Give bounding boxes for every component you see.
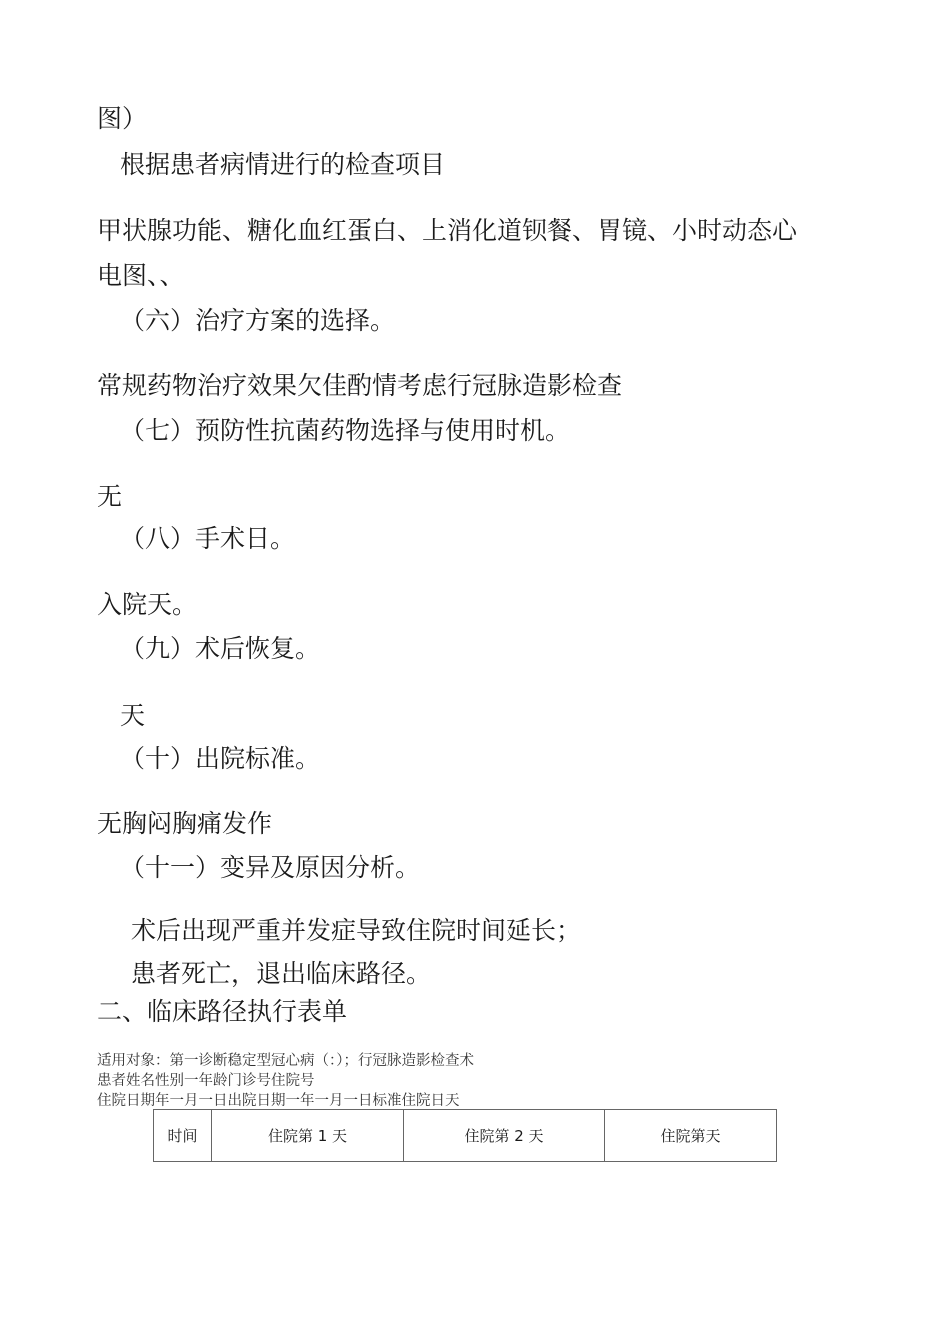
text-line-14: 无胸闷胸痛发作 xyxy=(97,809,273,838)
text-line-17: 患者死亡，退出临床路径。 xyxy=(131,959,432,988)
section-title: 二、临床路径执行表单 xyxy=(97,997,348,1026)
subsection-eleven: （十一）变异及原因分析。 xyxy=(120,853,421,882)
form-header-line-3: 住院日期年一月一日出院日期一年一月一日标准住院日天 xyxy=(97,1093,460,1109)
table-header-cell: 住院第 2 天 xyxy=(404,1110,605,1162)
text-line-1: 图） xyxy=(97,104,148,133)
form-header-line-2: 患者姓名性别一年龄门诊号住院号 xyxy=(97,1073,315,1089)
form-header-line-1: 适用对象：第一诊断稳定型冠心病（：）；行冠脉造影检查术 xyxy=(97,1053,474,1069)
text-line-6: 常规药物治疗效果欠佳酌情考虑行冠脉造影检查 xyxy=(97,371,623,400)
subsection-nine: （九）术后恢复。 xyxy=(120,634,321,663)
pathway-table xyxy=(153,1109,777,1162)
subsection-ten: （十）出院标准。 xyxy=(120,744,321,773)
subsection-six: （六）治疗方案的选择。 xyxy=(120,306,396,335)
text-line-3: 甲状腺功能、糖化血红蛋白、上消化道钡餐、胃镜、小时动态心 xyxy=(97,216,798,245)
table-header-cell: 时间 xyxy=(154,1110,212,1162)
text-line-16: 术后出现严重并发症导致住院时间延长； xyxy=(131,916,582,945)
table-header-cell: 住院第天 xyxy=(605,1110,777,1162)
text-line-10: 入院天。 xyxy=(97,590,198,619)
table-header-cell: 住院第 1 天 xyxy=(212,1110,404,1162)
subsection-seven: （七）预防性抗菌药物选择与使用时机。 xyxy=(120,416,571,445)
text-line-12: 天 xyxy=(120,701,146,730)
text-line-2: 根据患者病情进行的检查项目 xyxy=(120,150,446,179)
text-line-8: 无 xyxy=(97,482,123,511)
subsection-eight: （八）手术日。 xyxy=(120,524,296,553)
text-line-4: 电图、、 xyxy=(97,261,185,290)
table-header-row xyxy=(154,1110,777,1162)
